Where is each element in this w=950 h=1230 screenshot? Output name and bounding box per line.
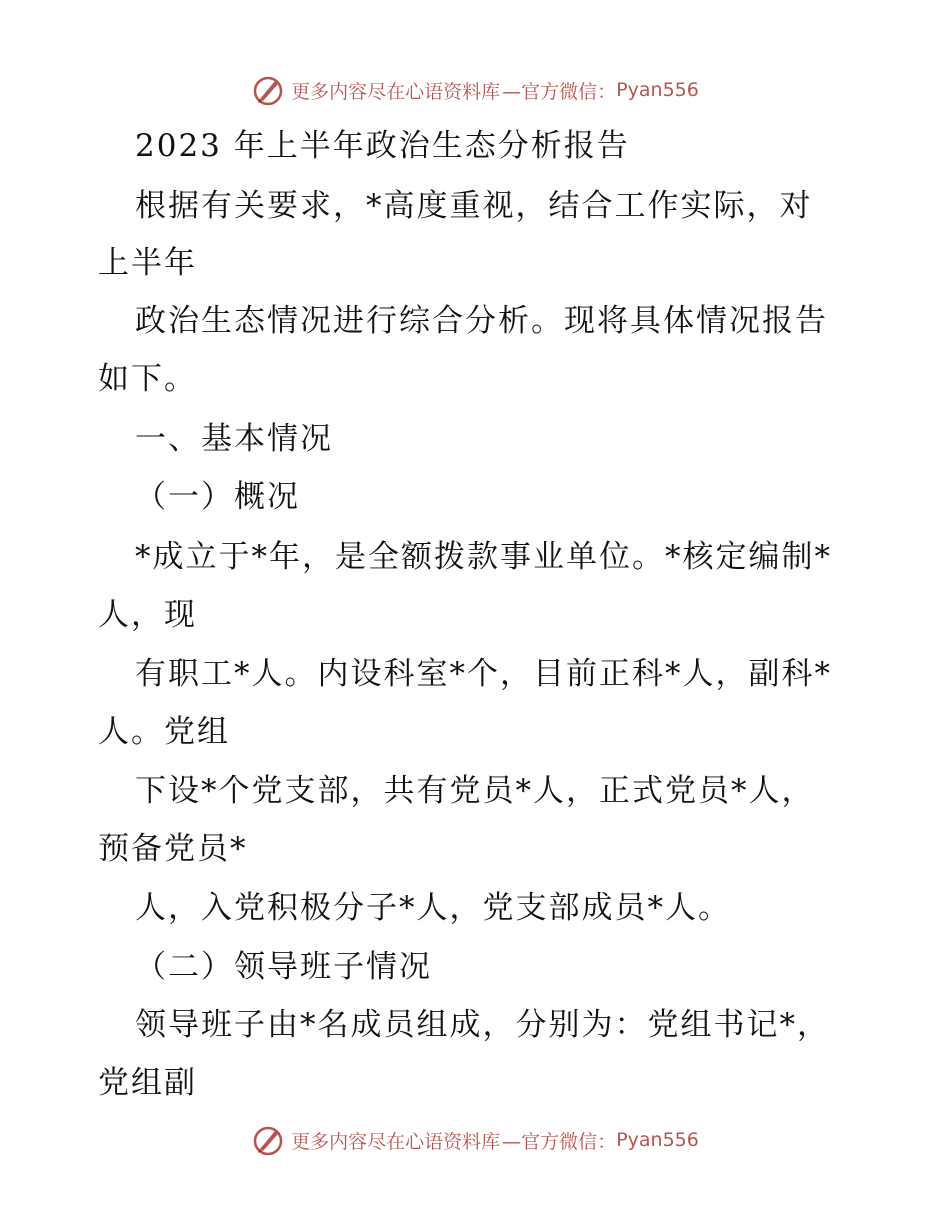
banner-text-id: Pyan556 — [616, 1129, 699, 1151]
quill-pen-logo-icon — [251, 73, 285, 107]
paragraph-line: 如下。 — [98, 361, 197, 397]
paragraph-line: *成立于*年，是全额拨款事业单位。*核定编制* — [135, 539, 832, 575]
paragraph-line: 根据有关要求，*高度重视，结合工作实际，对 — [135, 188, 813, 224]
paragraph-line: 人。党组 — [98, 714, 230, 750]
banner-text-id: Pyan556 — [616, 79, 699, 101]
paragraph-line: 政治生态情况进行综合分析。现将具体情况报告 — [135, 303, 828, 339]
paragraph-line: 党组副 — [98, 1065, 197, 1101]
paragraph-line: 人，现 — [98, 597, 197, 633]
paragraph-line: 预备党员* — [98, 831, 248, 867]
banner-text-main: 更多内容尽在心语资料库 — [291, 1130, 501, 1153]
paragraph-line: 下设*个党支部，共有党员*人，正式党员*人， — [135, 773, 815, 809]
paragraph-line: 有职工*人。内设科室*个，目前正科*人，副科* — [135, 656, 832, 692]
banner-text-dash: —官方微信： — [502, 80, 617, 103]
subsection-heading: （一）概况 — [135, 479, 300, 515]
paragraph-line: 上半年 — [98, 245, 197, 281]
footer-watermark-banner — [0, 1120, 950, 1160]
banner-text-dash: —官方微信： — [502, 1130, 617, 1153]
banner-text-main: 更多内容尽在心语资料库 — [291, 80, 501, 103]
paragraph-line: 人，入党积极分子*人，党支部成员*人。 — [135, 890, 731, 926]
header-watermark-banner — [0, 70, 950, 110]
quill-pen-logo-icon — [251, 1123, 285, 1157]
subsection-heading: （二）领导班子情况 — [135, 949, 432, 985]
paragraph-line: 领导班子由*名成员组成，分别为：党组书记*， — [135, 1007, 830, 1043]
document-title: 2023 年上半年政治生态分析报告 — [135, 128, 630, 164]
section-heading: 一、基本情况 — [135, 421, 333, 457]
